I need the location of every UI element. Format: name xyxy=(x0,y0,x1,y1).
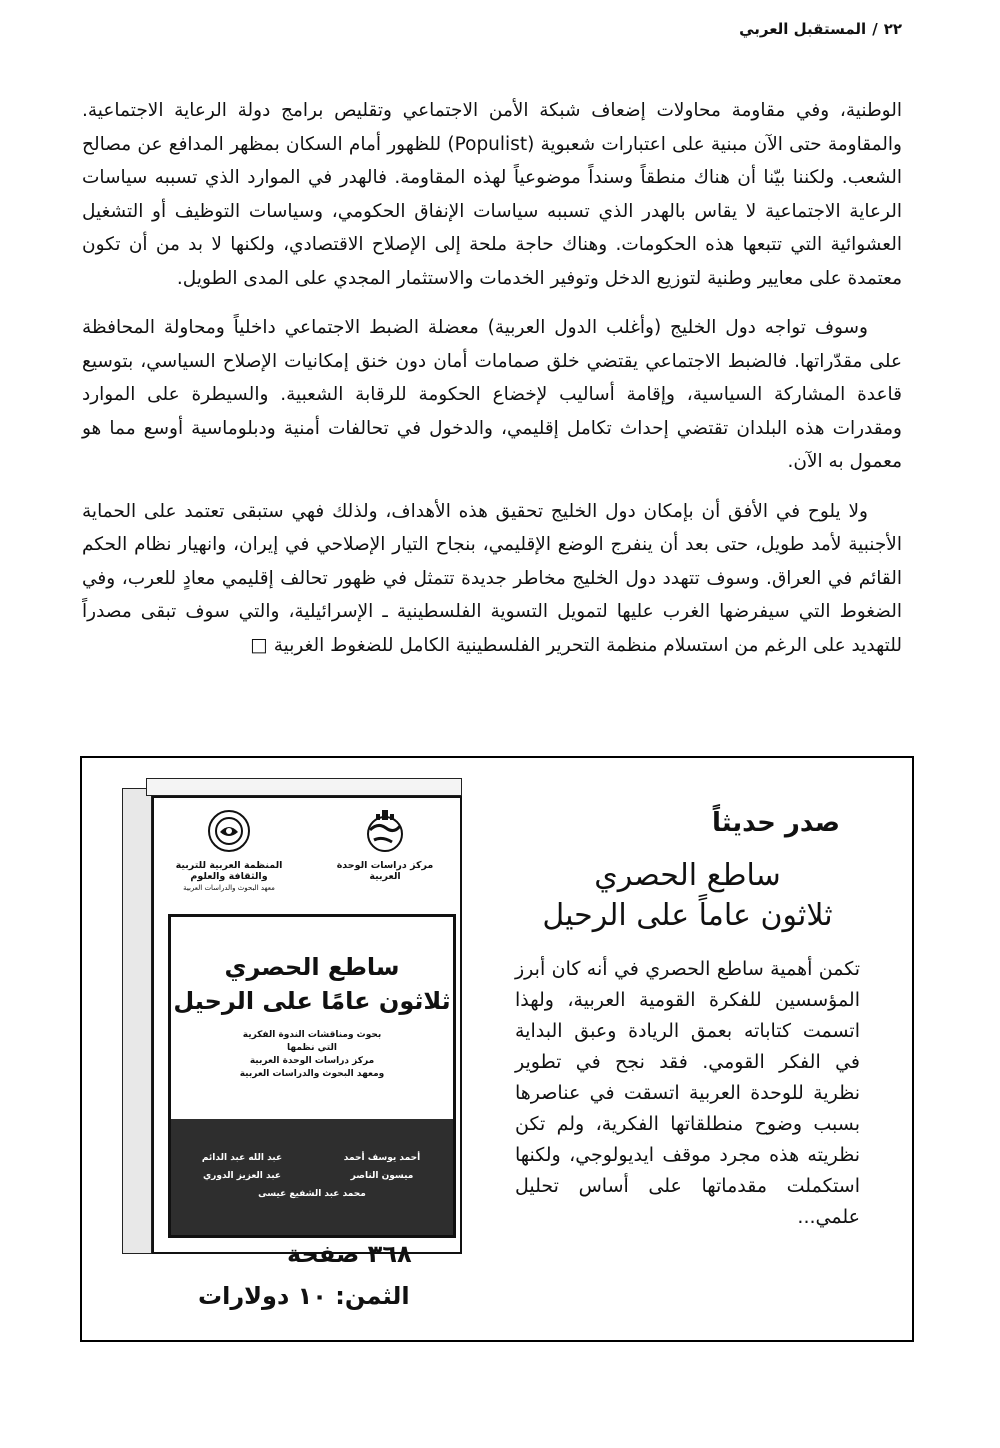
cover-author: أحمد يوسف أحمد xyxy=(343,1153,421,1163)
paragraph: الوطنية، وفي مقاومة محاولات إضعاف شبكة الأمن الاجتماعي وتقليص برامج دولة الرعاية الاجتماعية. والمقاومة حتى الآن مبنية على اعتبارات شعبوية (Populist) للظهور أمام السكان بمظهر المدافع عن مصالح الشعب. ولكننا بيّنا أن هناك منطقاً وسنداً موضوعياً لهذه المقاومة. فالهدر في الموارد الذي تسببه سياسات الرعاية الاجتماعية لا يقاس بالهدر الذي تسببه سياسات الإنفاق الحكومي، وسياسات التوظيف أو التشغيل العشوائية التي تتبعها هذه الحكومات. وهناك حاجة ملحة إلى الإصلاح الاقتصادي، ولكنها لا بد من أن تكون معتمدة على معايير وطنية لتوزيع الدخل وتوفير الخدمات والاستثمار المجدي على المدى الطويل. xyxy=(82,100,902,289)
header-separator: / xyxy=(872,20,878,38)
cover-dark-panel xyxy=(168,914,456,1238)
publisher-subname-left: معهد البحوث والدراسات العربية xyxy=(183,884,275,892)
book-page-edges xyxy=(146,778,462,796)
cover-subtitle: ثلاثون عامًا على الرحيل xyxy=(173,987,451,1015)
cover-author: عبد العزيز الدوري xyxy=(202,1171,282,1181)
publisher-logo-right xyxy=(320,808,450,882)
book-advertisement xyxy=(80,756,914,1342)
cover-title: ساطع الحصري xyxy=(224,953,400,981)
publisher-name-left: المنظمة العربية للتربية والثقافة والعلوم xyxy=(175,860,283,882)
paragraph: وسوف تواجه دول الخليج (وأغلب الدول العربية) معضلة الضبط الاجتماعي داخلياً ومحاولة المحافظة على مقدّراتها. فالضبط الاجتماعي يقتضي خلق صمامات أمان دون خنق إمكانيات الإصلاح السياسي، بتوسيع قاعدة المشاركة السياسية، وإقامة أساليب لإخضاع الحكومة للرقابة الشعبية. والسيطرة على الموارد ومقدرات هذه البلدان تقتضي إحداث تكامل إقليمي، والدخول في تحالفات أمنية ودبلوماسية أوسع مما هو معمول به الآن. xyxy=(82,317,902,472)
ad-book-title: ساطع الحصري xyxy=(594,858,781,893)
cover-note-line: ومعهد البحوث والدراسات العربية xyxy=(239,1069,385,1079)
book-cover-illustration xyxy=(122,778,462,1254)
page-count: ٣٦٨ صفحة xyxy=(287,1240,412,1268)
cover-note-line: التي نظمها xyxy=(287,1043,337,1053)
journal-title: المستقبل العربي xyxy=(739,20,867,38)
article-body xyxy=(82,94,902,678)
book-cover xyxy=(152,796,462,1254)
cover-author: ميسون الناصر xyxy=(350,1171,414,1181)
cover-note-line: مركز دراسات الوحدة العربية xyxy=(249,1056,375,1066)
page-number: ٢٢ xyxy=(883,20,902,38)
globe-icon xyxy=(362,808,408,854)
book-price: الثمن: ١٠ دولارات xyxy=(198,1282,410,1310)
cover-authors xyxy=(177,1153,447,1199)
publisher-logo-left xyxy=(164,808,294,892)
cover-author: محمد عبد الشفيع عيسى xyxy=(258,1189,366,1199)
paragraph: ولا يلوح في الأفق أن بإمكان دول الخليج تحقيق هذه الأهداف، ولذلك فهي ستبقى تعتمد على الحماية الأجنبية لأمد طويل، حتى بعد أن ينفرج الوضع الإقليمي، بنجاح التيار الإصلاحي في إيران، وانهيار نظام الحكم القائم في العراق. وسوف تتهدد دول الخليج مخاطر جديدة تتمثل في ظهور تحالف إقليمي معادٍ للعرب، وفي الضغوط التي سيفرضها الغرب عليها لتمويل التسوية الفلسطينية ـ الإسرائيلية، والتي سوف تبقى مصدراً للتهديد على الرغم من استسلام منظمة التحرير الفلسطينية الكامل للضغوط الغربية □ xyxy=(82,500,902,656)
publisher-logos xyxy=(154,798,460,912)
cover-title-box xyxy=(171,917,453,1119)
cover-note xyxy=(171,1029,453,1081)
cover-author: عبد الله عبد الدائم xyxy=(201,1153,283,1163)
ad-description: تكمن أهمية ساطع الحصري في أنه كان أبرز المؤسسين للفكرة القومية العربية، ولهذا اتسمت كتاباته بعمق الريادة وعبق البداية في الفكر القومي. فقد نجح في تطوير نظرية للوحدة العربية اتسقت في عناصرها بسبب وضوح منطلقاتها الفكرية، ولم تكن نظريته هذه مجرد موقف ايديولوجي، ولكنها استكملت مقدماتها على أساس تحليل علمي... xyxy=(515,958,860,1228)
cover-note-line: بحوث ومناقشات الندوة الفكرية xyxy=(242,1030,382,1040)
ad-label: صدر حديثاً xyxy=(711,808,840,838)
running-header xyxy=(739,20,902,38)
ad-book-subtitle: ثلاثون عاماً على الرحيل xyxy=(542,898,833,933)
publisher-name-right: مركز دراسات الوحدة العربية xyxy=(336,860,434,882)
emblem-icon xyxy=(206,808,252,854)
book-spine xyxy=(122,788,152,1254)
ad-text-block xyxy=(515,808,860,1233)
